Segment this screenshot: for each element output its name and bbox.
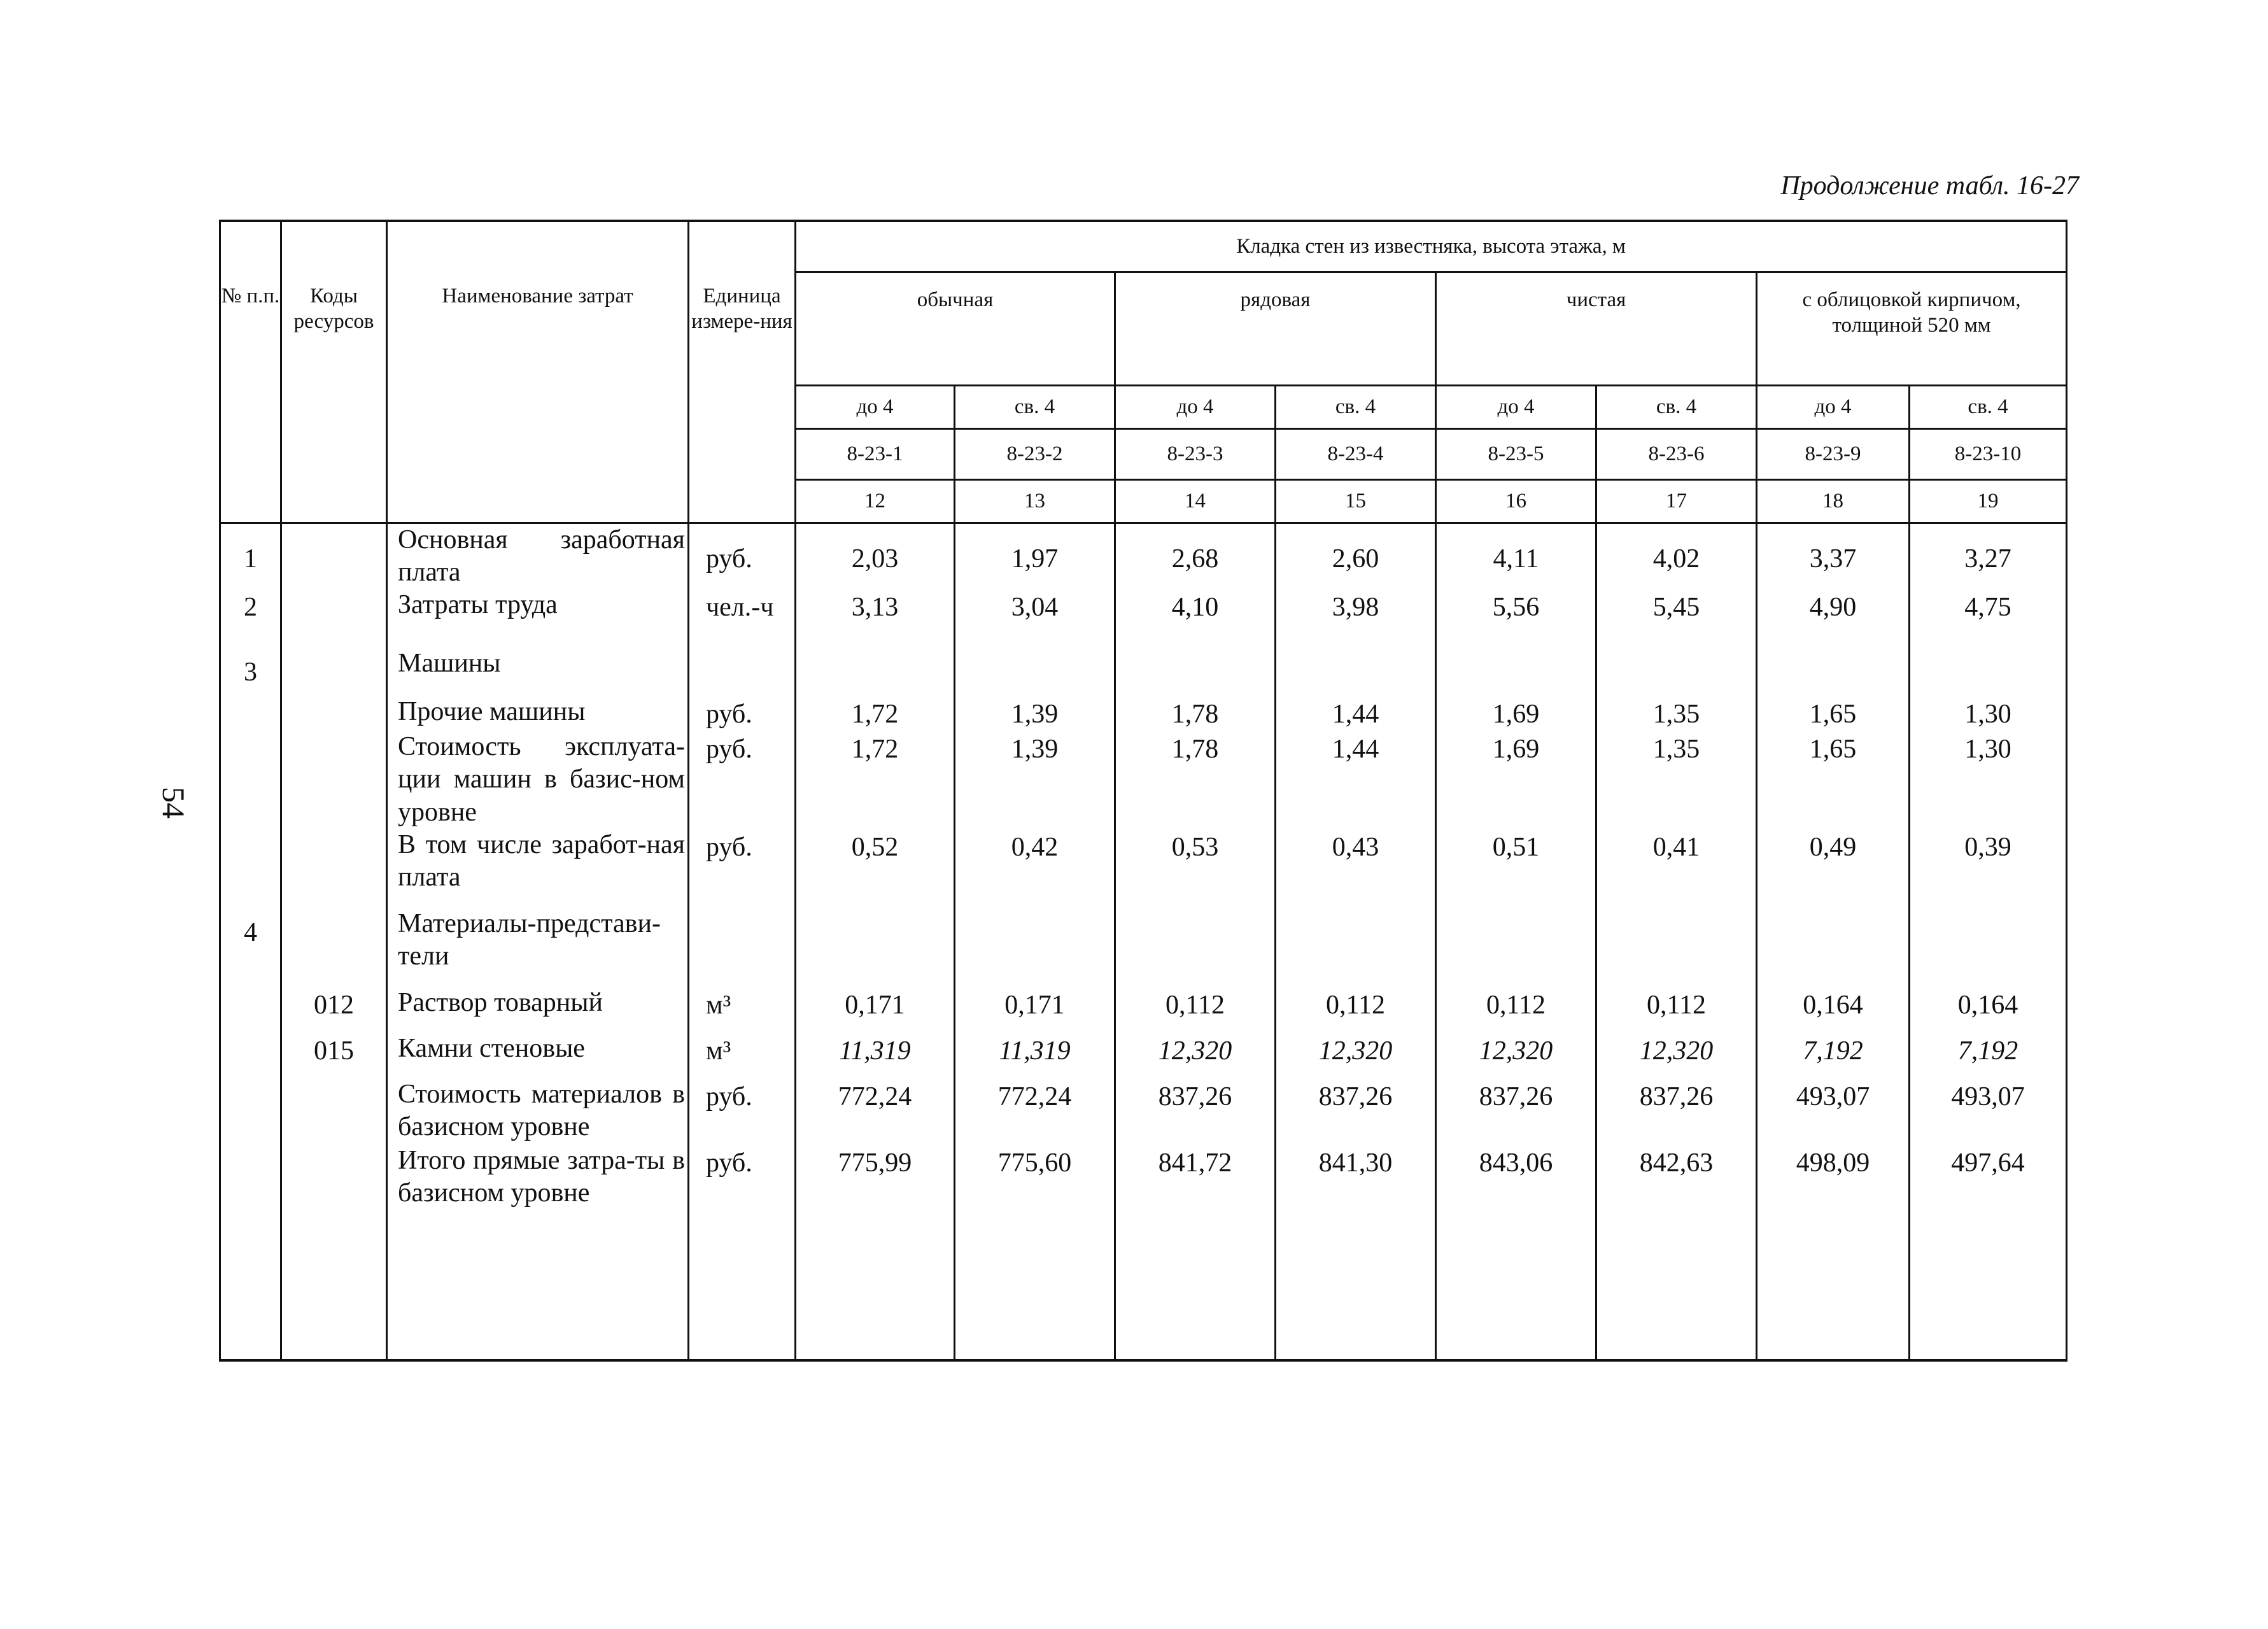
resource-code <box>281 1078 387 1145</box>
resource-code <box>281 1145 387 1209</box>
value-cell: 11,319 <box>796 1033 955 1078</box>
header-height-6: св. 4 <box>1596 385 1757 428</box>
unit-cell: м³ <box>689 1033 796 1078</box>
unit-cell: м³ <box>689 987 796 1033</box>
cost-name: Машины <box>387 647 689 696</box>
cost-name: Прочие машины <box>387 696 689 731</box>
value-cell: 7,192 <box>1757 1033 1910 1078</box>
value-cell: 0,39 <box>1910 829 2067 908</box>
header-colnum-3: 14 <box>1115 479 1276 523</box>
unit-cell: руб. <box>689 731 796 829</box>
value-cell: 0,164 <box>1757 987 1910 1033</box>
value-cell <box>1115 647 1276 696</box>
cost-name: Основная заработная плата <box>387 523 689 589</box>
cost-name: В том числе заработ-ная плата <box>387 829 689 908</box>
value-cell: 775,60 <box>955 1145 1115 1209</box>
value-cell <box>796 908 955 987</box>
empty-cell <box>387 1209 689 1360</box>
value-cell: 1,65 <box>1757 731 1910 829</box>
header-colnum-4: 15 <box>1276 479 1436 523</box>
header-code-5: 8-23-5 <box>1436 428 1596 479</box>
header-unit: Единица измере-ния <box>689 221 796 523</box>
row-num <box>220 1078 281 1145</box>
header-code-2: 8-23-2 <box>955 428 1115 479</box>
header-group-brick-faced: с облицовкой кирпичом, толщиной 520 мм <box>1757 272 2067 385</box>
table-row <box>220 696 2067 731</box>
row-num: 2 <box>220 589 281 647</box>
value-cell: 3,04 <box>955 589 1115 647</box>
header-num: № п.п. <box>220 221 281 523</box>
page-number: 54 <box>156 787 192 819</box>
empty-cell <box>220 1209 281 1360</box>
header-group-title: Кладка стен из известняка, высота этажа, м <box>796 221 2067 272</box>
value-cell: 0,41 <box>1596 829 1757 908</box>
header-height-4: св. 4 <box>1276 385 1436 428</box>
value-cell: 0,49 <box>1757 829 1910 908</box>
value-cell: 1,39 <box>955 696 1115 731</box>
value-cell: 0,52 <box>796 829 955 908</box>
header-group-ordinary: обычная <box>796 272 1115 385</box>
table-row <box>220 731 2067 829</box>
header-group-clean: чистая <box>1436 272 1757 385</box>
value-cell: 1,30 <box>1910 696 2067 731</box>
header-codes: Коды ресурсов <box>281 221 387 523</box>
empty-cell <box>281 1209 387 1360</box>
row-num <box>220 1145 281 1209</box>
cost-name: Камни стеновые <box>387 1033 689 1078</box>
table-row <box>220 987 2067 1033</box>
value-cell: 837,26 <box>1276 1078 1436 1145</box>
value-cell: 0,112 <box>1436 987 1596 1033</box>
value-cell: 837,26 <box>1596 1078 1757 1145</box>
value-cell: 0,112 <box>1276 987 1436 1033</box>
value-cell: 7,192 <box>1910 1033 2067 1078</box>
value-cell: 4,90 <box>1757 589 1910 647</box>
value-cell <box>1757 647 1910 696</box>
row-num <box>220 1033 281 1078</box>
resource-code <box>281 647 387 696</box>
empty-cell <box>955 1209 1115 1360</box>
value-cell: 5,45 <box>1596 589 1757 647</box>
value-cell <box>1276 908 1436 987</box>
unit-cell: руб. <box>689 829 796 908</box>
value-cell: 842,63 <box>1596 1145 1757 1209</box>
resource-code: 015 <box>281 1033 387 1078</box>
value-cell: 12,320 <box>1596 1033 1757 1078</box>
value-cell: 493,07 <box>1910 1078 2067 1145</box>
unit-cell <box>689 647 796 696</box>
value-cell <box>796 647 955 696</box>
row-num <box>220 987 281 1033</box>
header-code-8: 8-23-10 <box>1910 428 2067 479</box>
table-row <box>220 908 2067 987</box>
value-cell: 775,99 <box>796 1145 955 1209</box>
header-code-1: 8-23-1 <box>796 428 955 479</box>
value-cell: 772,24 <box>796 1078 955 1145</box>
value-cell: 0,53 <box>1115 829 1276 908</box>
header-colnum-1: 12 <box>796 479 955 523</box>
value-cell: 841,30 <box>1276 1145 1436 1209</box>
cost-name: Стоимость эксплуата-ции машин в базис-ном уровне <box>387 731 689 829</box>
value-cell: 843,06 <box>1436 1145 1596 1209</box>
table-row <box>220 523 2067 589</box>
value-cell: 0,43 <box>1276 829 1436 908</box>
value-cell: 4,11 <box>1436 523 1596 589</box>
value-cell: 1,39 <box>955 731 1115 829</box>
value-cell <box>1115 908 1276 987</box>
resource-code <box>281 589 387 647</box>
cost-name: Итого прямые затра-ты в базисном уровне <box>387 1145 689 1209</box>
header-colnum-8: 19 <box>1910 479 2067 523</box>
table-caption: Продолжение табл. 16-27 <box>1780 171 2079 201</box>
value-cell: 11,319 <box>955 1033 1115 1078</box>
value-cell: 3,98 <box>1276 589 1436 647</box>
value-cell: 1,78 <box>1115 731 1276 829</box>
header-height-8: св. 4 <box>1910 385 2067 428</box>
row-num <box>220 731 281 829</box>
table-row <box>220 1145 2067 1209</box>
header-height-1: до 4 <box>796 385 955 428</box>
unit-cell: руб. <box>689 1078 796 1145</box>
unit-cell: руб. <box>689 523 796 589</box>
header-code-3: 8-23-3 <box>1115 428 1276 479</box>
value-cell: 1,72 <box>796 731 955 829</box>
resource-code: 012 <box>281 987 387 1033</box>
value-cell: 0,164 <box>1910 987 2067 1033</box>
value-cell: 1,44 <box>1276 696 1436 731</box>
value-cell: 4,75 <box>1910 589 2067 647</box>
row-num <box>220 829 281 908</box>
empty-cell <box>1596 1209 1757 1360</box>
value-cell: 1,78 <box>1115 696 1276 731</box>
empty-cell <box>1276 1209 1436 1360</box>
value-cell: 498,09 <box>1757 1145 1910 1209</box>
resource-table <box>219 220 2067 1362</box>
resource-code <box>281 908 387 987</box>
value-cell <box>1910 647 2067 696</box>
value-cell: 493,07 <box>1757 1078 1910 1145</box>
value-cell: 1,72 <box>796 696 955 731</box>
value-cell: 0,171 <box>796 987 955 1033</box>
row-num: 4 <box>220 908 281 987</box>
unit-cell: чел.-ч <box>689 589 796 647</box>
value-cell: 3,27 <box>1910 523 2067 589</box>
header-colnum-2: 13 <box>955 479 1115 523</box>
cost-name: Материалы-представи-тели <box>387 908 689 987</box>
value-cell: 0,42 <box>955 829 1115 908</box>
cost-name: Раствор товарный <box>387 987 689 1033</box>
value-cell: 4,10 <box>1115 589 1276 647</box>
empty-cell <box>689 1209 796 1360</box>
value-cell <box>1757 908 1910 987</box>
header-code-7: 8-23-9 <box>1757 428 1910 479</box>
value-cell: 12,320 <box>1276 1033 1436 1078</box>
value-cell <box>1276 647 1436 696</box>
resource-code <box>281 696 387 731</box>
table-filler-row <box>220 1209 2067 1360</box>
value-cell: 1,69 <box>1436 731 1596 829</box>
row-num <box>220 696 281 731</box>
row-num: 3 <box>220 647 281 696</box>
value-cell <box>1436 908 1596 987</box>
value-cell <box>1596 908 1757 987</box>
value-cell: 2,68 <box>1115 523 1276 589</box>
value-cell: 3,13 <box>796 589 955 647</box>
resource-code <box>281 731 387 829</box>
resource-code <box>281 829 387 908</box>
value-cell <box>955 647 1115 696</box>
value-cell: 1,35 <box>1596 696 1757 731</box>
value-cell: 5,56 <box>1436 589 1596 647</box>
value-cell: 2,60 <box>1276 523 1436 589</box>
value-cell: 0,51 <box>1436 829 1596 908</box>
value-cell: 1,69 <box>1436 696 1596 731</box>
row-num: 1 <box>220 523 281 589</box>
empty-cell <box>796 1209 955 1360</box>
value-cell: 497,64 <box>1910 1145 2067 1209</box>
table-row <box>220 589 2067 647</box>
cost-name: Затраты труда <box>387 589 689 647</box>
value-cell: 1,30 <box>1910 731 2067 829</box>
resource-code <box>281 523 387 589</box>
unit-cell: руб. <box>689 1145 796 1209</box>
header-colnum-6: 17 <box>1596 479 1757 523</box>
header-code-6: 8-23-6 <box>1596 428 1757 479</box>
value-cell <box>955 908 1115 987</box>
header-name: Наименование затрат <box>387 221 689 523</box>
header-colnum-7: 18 <box>1757 479 1910 523</box>
value-cell: 1,65 <box>1757 696 1910 731</box>
header-height-3: до 4 <box>1115 385 1276 428</box>
value-cell: 772,24 <box>955 1078 1115 1145</box>
header-group-rubble: рядовая <box>1115 272 1436 385</box>
unit-cell: руб. <box>689 696 796 731</box>
value-cell <box>1596 647 1757 696</box>
value-cell: 4,02 <box>1596 523 1757 589</box>
table-row <box>220 1078 2067 1145</box>
empty-cell <box>1757 1209 1910 1360</box>
value-cell <box>1436 647 1596 696</box>
empty-cell <box>1436 1209 1596 1360</box>
header-code-4: 8-23-4 <box>1276 428 1436 479</box>
header-height-7: до 4 <box>1757 385 1910 428</box>
header-height-2: св. 4 <box>955 385 1115 428</box>
value-cell: 0,112 <box>1115 987 1276 1033</box>
unit-cell <box>689 908 796 987</box>
value-cell: 1,35 <box>1596 731 1757 829</box>
value-cell <box>1910 908 2067 987</box>
value-cell: 12,320 <box>1436 1033 1596 1078</box>
table-row <box>220 1033 2067 1078</box>
value-cell: 837,26 <box>1115 1078 1276 1145</box>
empty-cell <box>1115 1209 1276 1360</box>
value-cell: 1,44 <box>1276 731 1436 829</box>
cost-name: Стоимость материалов в базисном уровне <box>387 1078 689 1145</box>
value-cell: 0,171 <box>955 987 1115 1033</box>
table-row <box>220 647 2067 696</box>
header-height-5: до 4 <box>1436 385 1596 428</box>
value-cell: 837,26 <box>1436 1078 1596 1145</box>
value-cell: 3,37 <box>1757 523 1910 589</box>
empty-cell <box>1910 1209 2067 1360</box>
value-cell: 1,97 <box>955 523 1115 589</box>
value-cell: 0,112 <box>1596 987 1757 1033</box>
value-cell: 12,320 <box>1115 1033 1276 1078</box>
value-cell: 841,72 <box>1115 1145 1276 1209</box>
value-cell: 2,03 <box>796 523 955 589</box>
header-colnum-5: 16 <box>1436 479 1596 523</box>
table-row <box>220 829 2067 908</box>
